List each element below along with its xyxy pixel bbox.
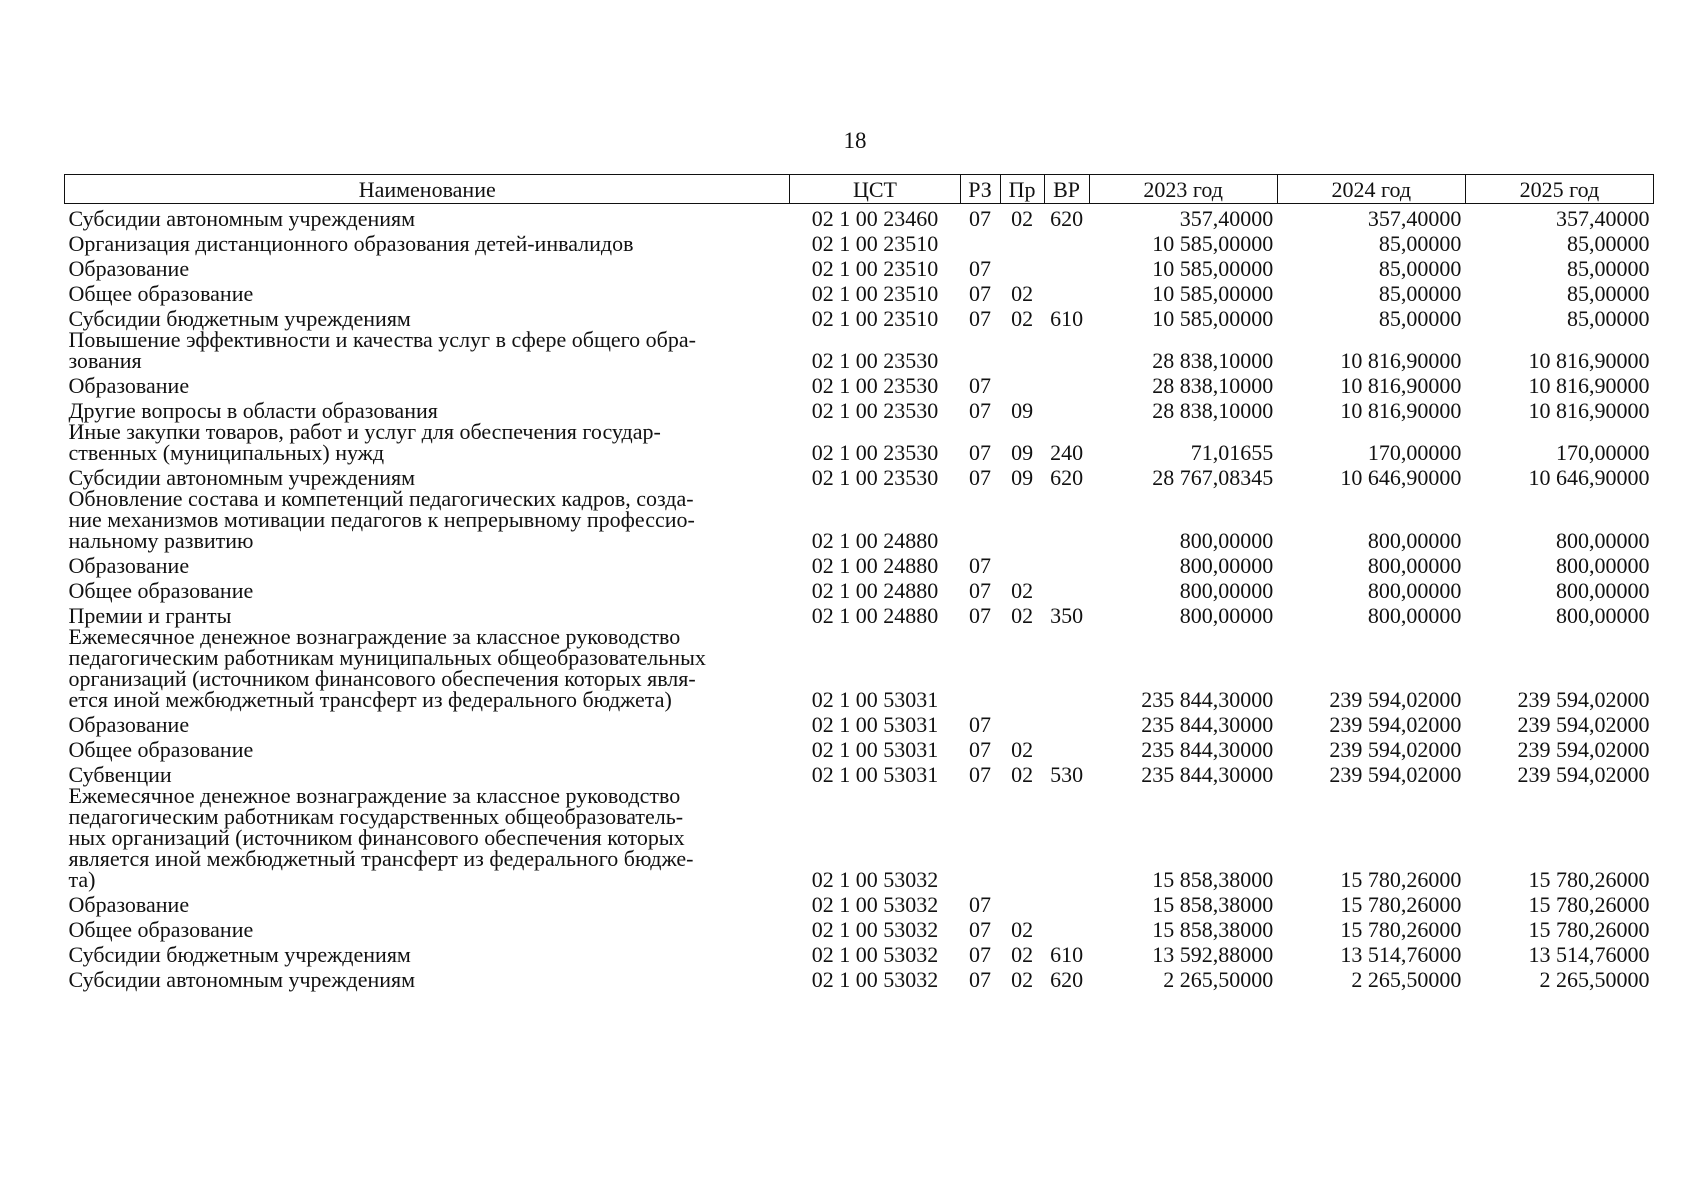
- cell-name: [65, 371, 790, 396]
- cell-vr: [1044, 371, 1089, 396]
- cell-2024: 13 514,76000: [1340, 942, 1462, 967]
- header-2024: 2024 год: [1277, 175, 1465, 204]
- cell-2024: 10 816,90000: [1340, 348, 1462, 373]
- cell-2024: 239 594,02000: [1329, 712, 1462, 737]
- cell-2024: 10 816,90000: [1340, 398, 1462, 423]
- cell-vr: [1044, 710, 1089, 735]
- cell-2024: 239 594,02000: [1329, 687, 1462, 712]
- cell-2023: 235 844,30000: [1141, 762, 1274, 787]
- cell-cst: 02 1 00 23530: [811, 440, 939, 465]
- cell-cst: 02 1 00 53032: [811, 942, 939, 967]
- cell-cst: 02 1 00 23460: [811, 206, 939, 231]
- cell-name: [65, 463, 790, 488]
- cell-2025: 15 780,26000: [1528, 917, 1650, 942]
- cell-name: [65, 304, 790, 329]
- cell-name-line: педагогическим работникам государственных общеобразователь-: [68, 804, 684, 829]
- cell-name-line: организаций (источником финансового обеспечения которых явля-: [68, 666, 696, 691]
- cell-name-line: Субсидии бюджетным учреждениям: [68, 306, 411, 331]
- header-2025: 2025 год: [1465, 175, 1653, 204]
- cell-pr: 02: [1011, 917, 1034, 942]
- cell-vr: 620: [1050, 465, 1084, 490]
- cell-name: [65, 204, 790, 230]
- page-number: 18: [843, 128, 867, 153]
- cell-pr: [1000, 710, 1044, 735]
- table-row: [65, 254, 1654, 279]
- table-row: [65, 279, 1654, 304]
- cell-2025: 170,00000: [1556, 440, 1650, 465]
- cell-pr: [1000, 229, 1044, 254]
- cell-cst: 02 1 00 24880: [811, 603, 939, 628]
- cell-name-line: Иные закупки товаров, работ и услуг для обеспечения государ-: [68, 419, 661, 444]
- cell-name: [65, 940, 790, 965]
- cell-name-line: Субвенции: [68, 762, 172, 787]
- table-row: [65, 785, 1654, 890]
- cell-pr: [1000, 785, 1044, 890]
- cell-cst: 02 1 00 53032: [811, 867, 939, 892]
- table-row: [65, 760, 1654, 785]
- cell-cst: 02 1 00 23510: [811, 256, 939, 281]
- cell-cst: 02 1 00 23510: [811, 231, 939, 256]
- cell-2023: 800,00000: [1179, 553, 1274, 578]
- cell-name: [65, 626, 790, 710]
- cell-cst: 02 1 00 53032: [811, 892, 939, 917]
- cell-name-line: ных организаций (источником финансового обеспечения которых: [68, 825, 685, 850]
- cell-cst: 02 1 00 53031: [811, 712, 939, 737]
- cell-rz: 07: [969, 465, 992, 490]
- cell-rz: 07: [969, 398, 992, 423]
- cell-pr: 02: [1011, 737, 1034, 762]
- cell-2023: 357,40000: [1179, 206, 1274, 231]
- cell-vr: [1044, 329, 1089, 371]
- cell-2024: 800,00000: [1367, 528, 1462, 553]
- table-row: [65, 915, 1654, 940]
- cell-name-line: та): [68, 867, 96, 892]
- cell-rz: 07: [969, 306, 992, 331]
- cell-name: [65, 576, 790, 601]
- cell-2024: 15 780,26000: [1340, 892, 1462, 917]
- cell-name: [65, 890, 790, 915]
- table-row: [65, 204, 1654, 230]
- cell-rz: 07: [969, 440, 992, 465]
- cell-vr: 530: [1050, 762, 1084, 787]
- cell-2025: 15 780,26000: [1528, 892, 1650, 917]
- cell-pr: [1000, 371, 1044, 396]
- cell-2025: 13 514,76000: [1528, 942, 1650, 967]
- cell-name: [65, 735, 790, 760]
- cell-2023: 15 858,38000: [1152, 917, 1274, 942]
- cell-rz: [960, 785, 1000, 890]
- cell-2024: 357,40000: [1367, 206, 1462, 231]
- header-pr: Пр: [1000, 175, 1044, 204]
- cell-2025: 10 646,90000: [1528, 465, 1650, 490]
- cell-2024: 239 594,02000: [1329, 762, 1462, 787]
- cell-cst: 02 1 00 53032: [811, 967, 939, 992]
- cell-pr: [1000, 329, 1044, 371]
- cell-2025: 85,00000: [1567, 231, 1650, 256]
- cell-2023: 235 844,30000: [1141, 712, 1274, 737]
- cell-2024: 800,00000: [1367, 603, 1462, 628]
- table-row: [65, 710, 1654, 735]
- cell-name-line: Образование: [68, 256, 190, 281]
- header-cst: ЦСТ: [790, 175, 960, 204]
- cell-vr: 240: [1050, 440, 1084, 465]
- cell-rz: 07: [969, 603, 992, 628]
- table-row: [65, 229, 1654, 254]
- cell-name-line: педагогическим работникам муниципальных общеобразовательных: [68, 645, 706, 670]
- cell-2025: 239 594,02000: [1517, 737, 1650, 762]
- table-row: [65, 488, 1654, 551]
- header-row: [65, 175, 1654, 204]
- header-2023: 2023 год: [1089, 175, 1277, 204]
- cell-2025: 15 780,26000: [1528, 867, 1650, 892]
- cell-name-line: Субсидии автономным учреждениям: [68, 206, 416, 231]
- cell-name-line: Ежемесячное денежное вознаграждение за классное руководство: [68, 624, 681, 649]
- cell-2024: 85,00000: [1378, 231, 1462, 256]
- cell-name-line: Организация дистанционного образования детей-инвалидов: [68, 231, 634, 256]
- cell-2023: 13 592,88000: [1152, 942, 1274, 967]
- cell-vr: [1044, 254, 1089, 279]
- cell-name: [65, 915, 790, 940]
- cell-name-line: Обновление состава и компетенций педагогических кадров, созда-: [68, 486, 694, 511]
- table-row: [65, 421, 1654, 463]
- cell-2023: 10 585,00000: [1152, 306, 1274, 331]
- cell-2025: 10 816,90000: [1528, 348, 1650, 373]
- cell-pr: 09: [1011, 440, 1034, 465]
- cell-name: [65, 785, 790, 890]
- cell-pr: [1000, 551, 1044, 576]
- cell-name: [65, 601, 790, 626]
- cell-2023: 235 844,30000: [1141, 737, 1274, 762]
- cell-2025: 800,00000: [1556, 553, 1650, 578]
- cell-vr: [1044, 890, 1089, 915]
- cell-2023: 235 844,30000: [1141, 687, 1274, 712]
- cell-name-line: Субсидии автономным учреждениям: [68, 465, 416, 490]
- cell-name-line: ние механизмов мотивации педагогов к непрерывному профессио-: [68, 507, 695, 532]
- cell-name-line: Образование: [68, 373, 190, 398]
- cell-pr: [1000, 890, 1044, 915]
- cell-2024: 85,00000: [1378, 306, 1462, 331]
- cell-2025: 10 816,90000: [1528, 373, 1650, 398]
- cell-vr: [1044, 551, 1089, 576]
- table-row: [65, 329, 1654, 371]
- cell-name: [65, 329, 790, 371]
- cell-pr: 02: [1011, 206, 1034, 231]
- cell-name: [65, 710, 790, 735]
- cell-2023: 28 838,10000: [1152, 373, 1274, 398]
- cell-name: [65, 965, 790, 990]
- cell-name-line: Общее образование: [68, 737, 254, 762]
- cell-rz: [960, 329, 1000, 371]
- header-rz: РЗ: [960, 175, 1000, 204]
- cell-2025: 800,00000: [1556, 528, 1650, 553]
- cell-2023: 28 838,10000: [1152, 348, 1274, 373]
- cell-cst: 02 1 00 53031: [811, 687, 939, 712]
- cell-name-line: Ежемесячное денежное вознаграждение за классное руководство: [68, 783, 681, 808]
- cell-rz: 07: [969, 762, 992, 787]
- cell-name-line: Образование: [68, 553, 190, 578]
- cell-name: [65, 488, 790, 551]
- cell-vr: [1044, 735, 1089, 760]
- cell-2023: 28 838,10000: [1152, 398, 1274, 423]
- cell-rz: 07: [969, 373, 992, 398]
- cell-rz: 07: [969, 892, 992, 917]
- table-row: [65, 576, 1654, 601]
- cell-name-line: Субсидии автономным учреждениям: [68, 967, 416, 992]
- cell-vr: 620: [1050, 206, 1084, 231]
- cell-vr: [1044, 488, 1089, 551]
- cell-2023: 71,01655: [1190, 440, 1274, 465]
- cell-rz: 07: [969, 967, 992, 992]
- cell-rz: [960, 488, 1000, 551]
- cell-name-line: Общее образование: [68, 917, 254, 942]
- cell-name-line: Другие вопросы в области образования: [68, 398, 438, 423]
- cell-name-line: Образование: [68, 892, 190, 917]
- table-body: [65, 204, 1654, 991]
- cell-rz: 07: [969, 553, 992, 578]
- cell-cst: 02 1 00 24880: [811, 553, 939, 578]
- table-row: [65, 890, 1654, 915]
- cell-2025: 239 594,02000: [1517, 762, 1650, 787]
- cell-name-line: является иной межбюджетный трансферт из федерального бюдже-: [68, 846, 694, 871]
- cell-cst: 02 1 00 53031: [811, 737, 939, 762]
- cell-2023: 10 585,00000: [1152, 231, 1274, 256]
- cell-2024: 85,00000: [1378, 281, 1462, 306]
- cell-vr: [1044, 915, 1089, 940]
- cell-pr: 02: [1011, 603, 1034, 628]
- cell-name: [65, 760, 790, 785]
- table-row: [65, 304, 1654, 329]
- cell-2024: 15 780,26000: [1340, 867, 1462, 892]
- cell-cst: 02 1 00 23530: [811, 348, 939, 373]
- cell-rz: [960, 626, 1000, 710]
- table-row: [65, 463, 1654, 488]
- cell-cst: 02 1 00 23510: [811, 306, 939, 331]
- cell-2024: 10 816,90000: [1340, 373, 1462, 398]
- cell-vr: [1044, 626, 1089, 710]
- cell-name-line: Общее образование: [68, 281, 254, 306]
- cell-rz: 07: [969, 712, 992, 737]
- cell-name: [65, 396, 790, 421]
- cell-2023: 800,00000: [1179, 528, 1274, 553]
- cell-pr: [1000, 626, 1044, 710]
- cell-2023: 15 858,38000: [1152, 892, 1274, 917]
- cell-2023: 10 585,00000: [1152, 256, 1274, 281]
- cell-name-line: Субсидии бюджетным учреждениям: [68, 942, 411, 967]
- cell-2023: 800,00000: [1179, 603, 1274, 628]
- table-row: [65, 940, 1654, 965]
- cell-cst: 02 1 00 23510: [811, 281, 939, 306]
- table-row: [65, 551, 1654, 576]
- cell-2025: 85,00000: [1567, 306, 1650, 331]
- cell-name: [65, 279, 790, 304]
- cell-2024: 800,00000: [1367, 578, 1462, 603]
- cell-rz: 07: [969, 256, 992, 281]
- cell-pr: 02: [1011, 942, 1034, 967]
- cell-2025: 2 265,50000: [1539, 967, 1650, 992]
- cell-name-line: Премии и гранты: [68, 603, 232, 628]
- cell-2025: 239 594,02000: [1517, 687, 1650, 712]
- cell-pr: 02: [1011, 306, 1034, 331]
- cell-cst: 02 1 00 23530: [811, 373, 939, 398]
- cell-2025: 800,00000: [1556, 578, 1650, 603]
- cell-vr: 350: [1050, 603, 1084, 628]
- cell-2023: 2 265,50000: [1163, 967, 1274, 992]
- cell-2023: 15 858,38000: [1152, 867, 1274, 892]
- cell-2025: 85,00000: [1567, 281, 1650, 306]
- cell-name: [65, 254, 790, 279]
- cell-name-line: ственных (муниципальных) нужд: [68, 440, 385, 465]
- cell-2025: 800,00000: [1556, 603, 1650, 628]
- cell-cst: 02 1 00 23530: [811, 465, 939, 490]
- cell-2023: 800,00000: [1179, 578, 1274, 603]
- cell-name-line: Повышение эффективности и качества услуг в сфере общего обра-: [68, 327, 696, 352]
- cell-name: [65, 551, 790, 576]
- cell-2024: 2 265,50000: [1351, 967, 1462, 992]
- cell-vr: [1044, 279, 1089, 304]
- cell-rz: 07: [969, 917, 992, 942]
- cell-vr: 610: [1050, 942, 1084, 967]
- cell-rz: [960, 229, 1000, 254]
- cell-2024: 85,00000: [1378, 256, 1462, 281]
- cell-cst: 02 1 00 24880: [811, 578, 939, 603]
- cell-pr: 02: [1011, 762, 1034, 787]
- cell-cst: 02 1 00 53031: [811, 762, 939, 787]
- table-row: [65, 601, 1654, 626]
- cell-vr: 610: [1050, 306, 1084, 331]
- cell-name: [65, 421, 790, 463]
- table-header: [65, 175, 1654, 204]
- cell-vr: 620: [1050, 967, 1084, 992]
- cell-rz: 07: [969, 206, 992, 231]
- cell-vr: [1044, 229, 1089, 254]
- cell-vr: [1044, 396, 1089, 421]
- cell-pr: 02: [1011, 967, 1034, 992]
- budget-table: [64, 174, 1654, 990]
- cell-rz: 07: [969, 578, 992, 603]
- cell-rz: 07: [969, 281, 992, 306]
- cell-2024: 15 780,26000: [1340, 917, 1462, 942]
- cell-name: [65, 229, 790, 254]
- table-row: [65, 735, 1654, 760]
- cell-vr: [1044, 785, 1089, 890]
- cell-pr: 02: [1011, 281, 1034, 306]
- cell-pr: 09: [1011, 465, 1034, 490]
- cell-2024: 170,00000: [1367, 440, 1462, 465]
- cell-2023: 10 585,00000: [1152, 281, 1274, 306]
- cell-vr: [1044, 576, 1089, 601]
- table-row: [65, 626, 1654, 710]
- cell-rz: 07: [969, 737, 992, 762]
- cell-pr: [1000, 254, 1044, 279]
- header-vr: ВР: [1044, 175, 1089, 204]
- cell-pr: 09: [1011, 398, 1034, 423]
- cell-pr: [1000, 488, 1044, 551]
- cell-name-line: ется иной межбюджетный трансферт из федерального бюджета): [68, 687, 672, 712]
- cell-2025: 10 816,90000: [1528, 398, 1650, 423]
- cell-2024: 10 646,90000: [1340, 465, 1462, 490]
- cell-cst: 02 1 00 24880: [811, 528, 939, 553]
- cell-2025: 85,00000: [1567, 256, 1650, 281]
- cell-2025: 239 594,02000: [1517, 712, 1650, 737]
- cell-2023: 28 767,08345: [1152, 465, 1274, 490]
- cell-name-line: Общее образование: [68, 578, 254, 603]
- cell-2024: 800,00000: [1367, 553, 1462, 578]
- cell-name-line: нальному развитию: [68, 528, 254, 553]
- cell-name-line: Образование: [68, 712, 190, 737]
- cell-2024: 239 594,02000: [1329, 737, 1462, 762]
- cell-pr: 02: [1011, 578, 1034, 603]
- table-row: [65, 396, 1654, 421]
- cell-cst: 02 1 00 53032: [811, 917, 939, 942]
- table-row: [65, 965, 1654, 990]
- cell-cst: 02 1 00 23530: [811, 398, 939, 423]
- cell-rz: 07: [969, 942, 992, 967]
- cell-name-line: зования: [68, 348, 142, 373]
- cell-2025: 357,40000: [1556, 206, 1650, 231]
- table-row: [65, 371, 1654, 396]
- header-name: Наименование: [65, 175, 790, 204]
